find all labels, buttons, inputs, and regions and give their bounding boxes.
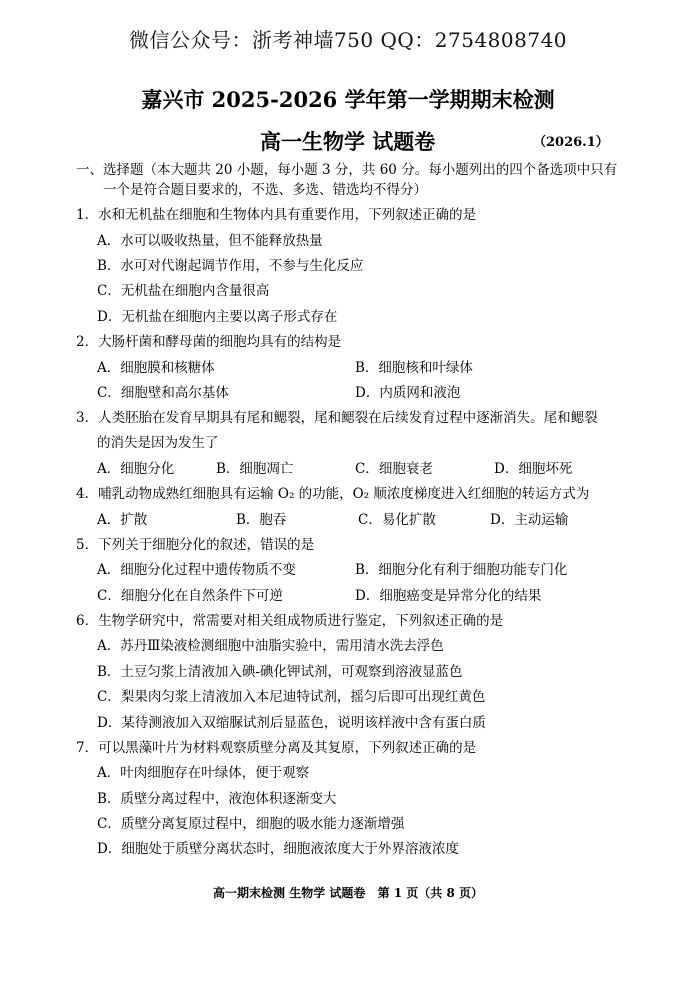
q7-option-a: A．叶肉细胞存在叶绿体，便于观察 <box>97 765 310 781</box>
q1-option-b: B．水可对代谢起调节作用，不参与生化反应 <box>97 258 364 274</box>
q7-option-b: B．质壁分离过程中，液泡体积逐渐变大 <box>97 791 337 807</box>
q7-option-d: D．细胞处于质壁分离状态时，细胞液浓度大于外界溶液浓度 <box>97 841 459 857</box>
q5-stem: 5．下列关于细胞分化的叙述，错误的是 <box>76 537 315 553</box>
q2-option-a: A．细胞膜和核糖体 <box>97 360 215 376</box>
q6-stem: 6．生物学研究中，常需要对相关组成物质进行鉴定，下列叙述正确的是 <box>76 613 504 629</box>
q2-stem: 2．大肠杆菌和酵母菌的细胞均具有的结构是 <box>76 334 342 350</box>
q3-option-a: A．细胞分化 <box>97 461 175 477</box>
q4-option-b: B．胞吞 <box>236 512 287 528</box>
q4-option-c: C．易化扩散 <box>358 512 436 528</box>
section-heading <box>76 161 617 179</box>
section-label: 一、选择题 <box>76 162 144 178</box>
q3-option-c: C．细胞衰老 <box>355 461 433 477</box>
q4-option-a: A．扩散 <box>97 512 148 528</box>
footer-exam-name: 高一期末检测 生物学 试题卷 <box>213 886 366 900</box>
q2-option-c: C．细胞壁和高尔基体 <box>97 385 229 401</box>
section-instructions-2: 一个是符合题目要求的，不选、多选、错选均不得分） <box>103 182 427 198</box>
q6-option-b: B．土豆匀浆上清液加入碘-碘化钾试剂，可观察到溶液显蓝色 <box>97 664 463 680</box>
q6-option-d: D．某待测液加入双缩脲试剂后显蓝色，说明该样液中含有蛋白质 <box>97 715 486 731</box>
q6-option-c: C．梨果肉匀浆上清液加入本尼迪特试剂，摇匀后即可出现红黄色 <box>97 689 486 705</box>
watermark-contact-line: 微信公众号：浙考神墙750 QQ：2754808740 <box>128 28 568 52</box>
q1-option-a: A．水可以吸收热量，但不能释放热量 <box>97 233 323 249</box>
page-footer <box>0 884 696 901</box>
q5-option-a: A．细胞分化过程中遗传物质不变 <box>97 562 296 578</box>
exam-date: （2026.1） <box>533 135 609 150</box>
q2-option-b: B．细胞核和叶绿体 <box>355 360 473 376</box>
q2-option-d: D．内质网和液泡 <box>355 385 461 401</box>
q1-option-c: C．无机盐在细胞内含量很高 <box>97 283 270 299</box>
q5-option-b: B．细胞分化有利于细胞功能专门化 <box>355 562 568 578</box>
q4-option-d: D．主动运输 <box>490 512 569 528</box>
section-instructions-1: （本大题共 20 小题，每小题 3 分，共 60 分。每小题列出的四个备选项中只有 <box>143 162 618 178</box>
q5-option-c: C．细胞分化在自然条件下可逆 <box>97 588 283 604</box>
q6-option-a: A．苏丹Ⅲ染液检测细胞中油脂实验中，需用清水洗去浮色 <box>97 638 444 654</box>
q3-stem-1: 3．人类胚胎在发育早期具有尾和鳃裂，尾和鳃裂在后续发育过程中逐渐消失。尾和鳃裂 <box>76 410 598 426</box>
q3-option-d: D．细胞坏死 <box>494 461 573 477</box>
q1-stem: 1．水和无机盐在细胞和生物体内具有重要作用，下列叙述正确的是 <box>76 207 477 223</box>
q3-option-b: B．细胞凋亡 <box>216 461 294 477</box>
exam-title: 嘉兴市 2025-2026 学年第一学期期末检测 <box>141 87 555 112</box>
q5-option-d: D．细胞癌变是异常分化的结果 <box>355 588 542 604</box>
exam-subtitle: 高一生物学 试题卷 <box>260 129 436 154</box>
q1-option-d: D．无机盐在细胞内主要以离子形式存在 <box>97 309 338 325</box>
q7-option-c: C．质壁分离复原过程中，细胞的吸水能力逐渐增强 <box>97 816 405 832</box>
q3-stem-2: 的消失是因为发生了 <box>97 435 219 451</box>
q4-stem: 4．哺乳动物成熟红细胞具有运输 O₂ 的功能，O₂ 顺浓度梯度进入红细胞的转运方式为 <box>76 486 590 502</box>
footer-page-number: 第 1 页（共 8 页） <box>377 886 483 900</box>
q7-stem: 7．可以黑藻叶片为材料观察质壁分离及其复原，下列叙述正确的是 <box>76 740 477 756</box>
